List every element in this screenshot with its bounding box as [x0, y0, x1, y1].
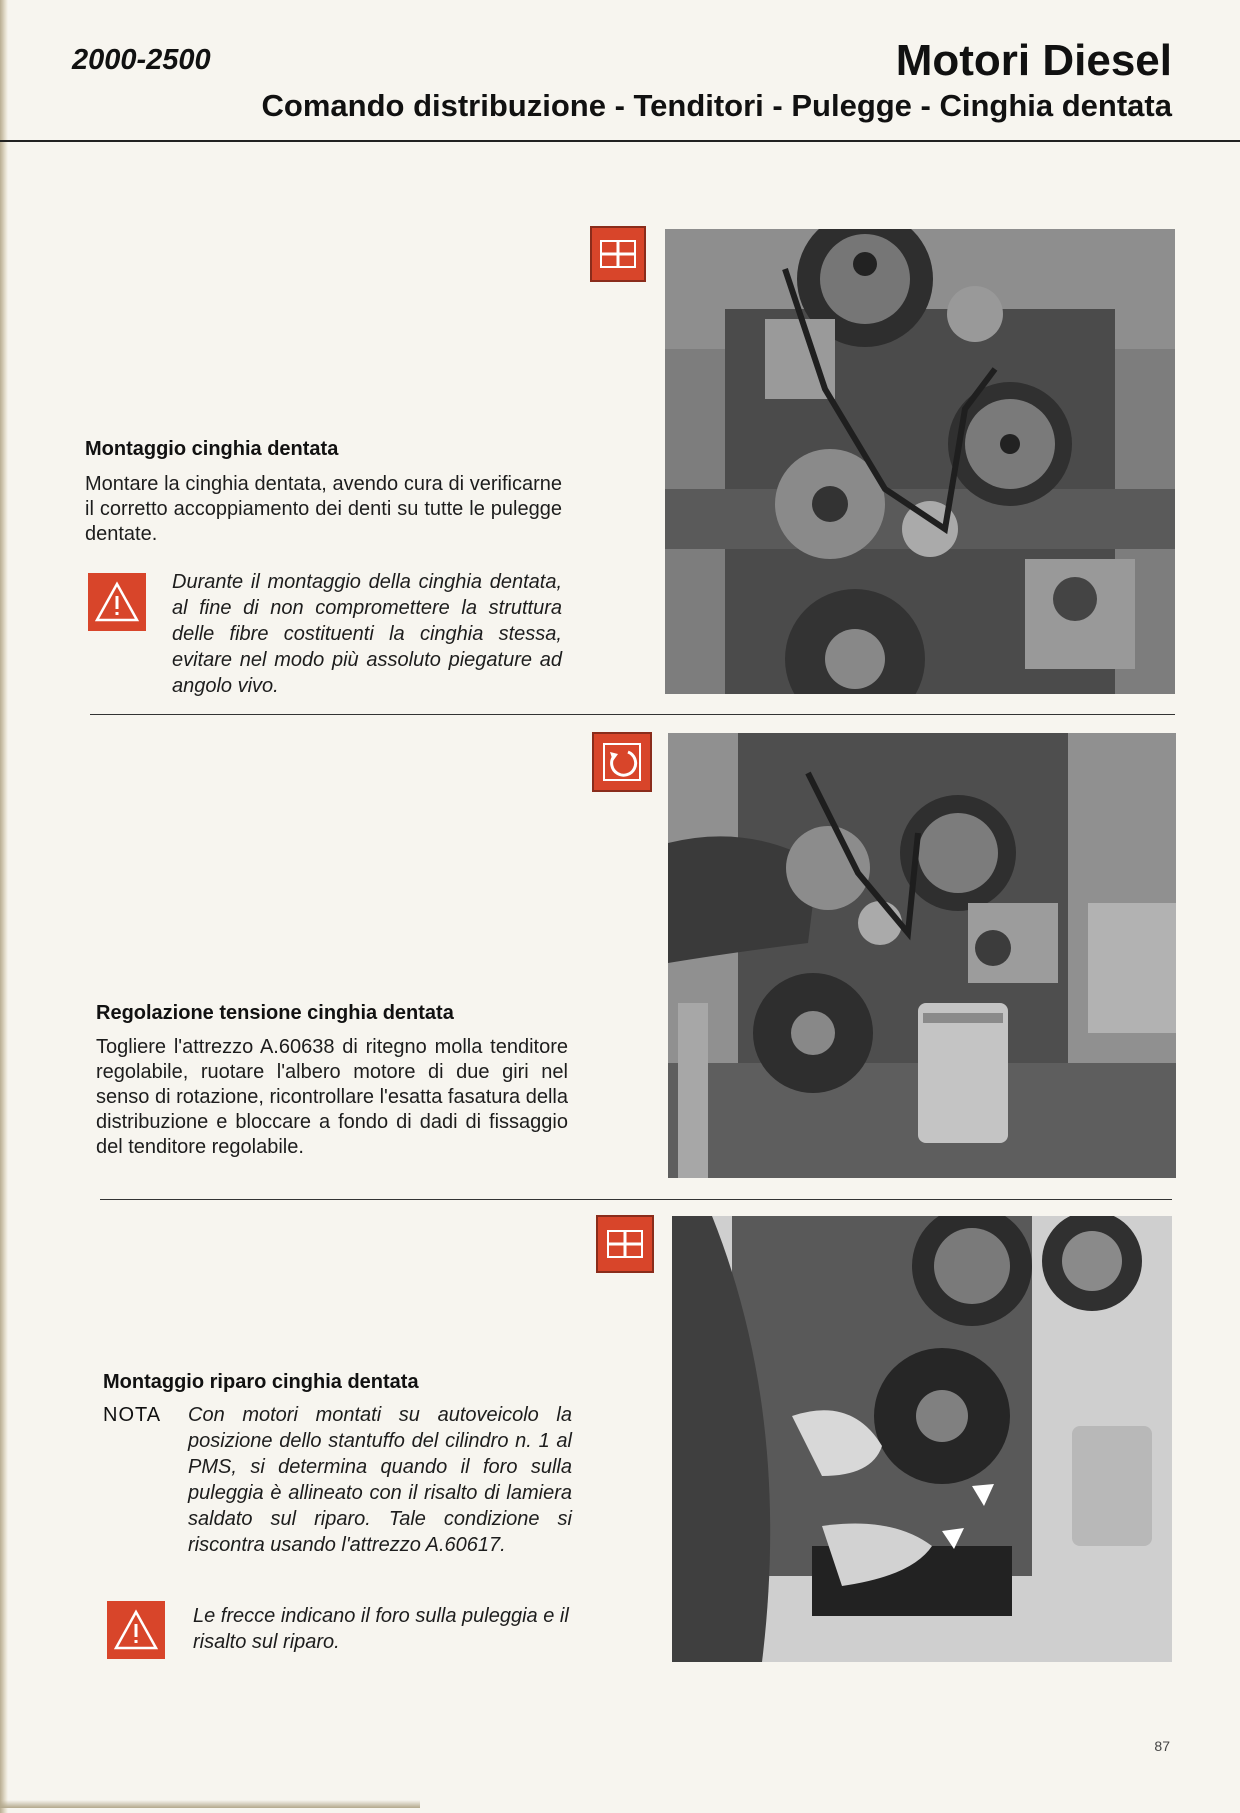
section-divider	[100, 1199, 1172, 1200]
note-text: Con motori montati su autoveicolo la posizione dello stantuffo del cilindro n. 1 al PMS, si determina quando il foro sulla puleggia è allineato con il risalto di lamiera saldato sul riparo. Tale condizione si riscontra usando l'attrezzo A.60617.	[188, 1404, 572, 1556]
page-edge-shadow	[0, 0, 8, 1813]
warning-icon	[88, 573, 146, 631]
engine-timing-belt-photo	[665, 229, 1175, 694]
page-bottom-shadow	[0, 1800, 420, 1808]
section-body: Montare la cinghia dentata, avendo cura di verificarne il corretto accoppiamento dei denti su tutte le pulegge dentate.	[85, 473, 562, 545]
assembly-icon	[596, 1215, 654, 1273]
warning-text: Durante il montaggio della cinghia dentata, al fine di non compromettere la struttura delle fibre costituenti la cinghia stessa, evitare nel modo più assoluto piegature ad angolo vivo.	[172, 571, 562, 697]
section-title: Motori Diesel	[895, 36, 1172, 85]
model-code: 2000-2500	[72, 44, 211, 76]
note-label: NOTA	[103, 1404, 162, 1426]
page-subtitle: Comando distribuzione - Tenditori - Pulegge - Cinghia dentata	[261, 88, 1172, 123]
belt-tension-adjustment-photo	[668, 733, 1176, 1178]
page-number: 87	[1154, 1738, 1170, 1754]
header-divider	[0, 140, 1240, 142]
adjustment-icon	[592, 732, 652, 792]
section-body: Togliere l'attrezzo A.60638 di ritegno molla tenditore regolabile, ruotare l'albero motore di due giri nel senso di rotazione, ricontrollare l'esatta fasatura della distribuzione e bloccare a fondo di dadi di fissaggio del tenditore regolabile.	[96, 1036, 568, 1158]
section-heading: Montaggio cinghia dentata	[85, 438, 339, 460]
belt-guard-mounting-photo	[672, 1216, 1172, 1662]
section-divider	[90, 714, 1175, 715]
warning-text: Le frecce indicano il foro sulla puleggia e il risalto sul riparo.	[193, 1605, 569, 1653]
section-heading: Montaggio riparo cinghia dentata	[103, 1371, 419, 1393]
section-heading: Regolazione tensione cinghia dentata	[96, 1002, 454, 1024]
warning-icon	[107, 1601, 165, 1659]
assembly-icon	[590, 226, 646, 282]
